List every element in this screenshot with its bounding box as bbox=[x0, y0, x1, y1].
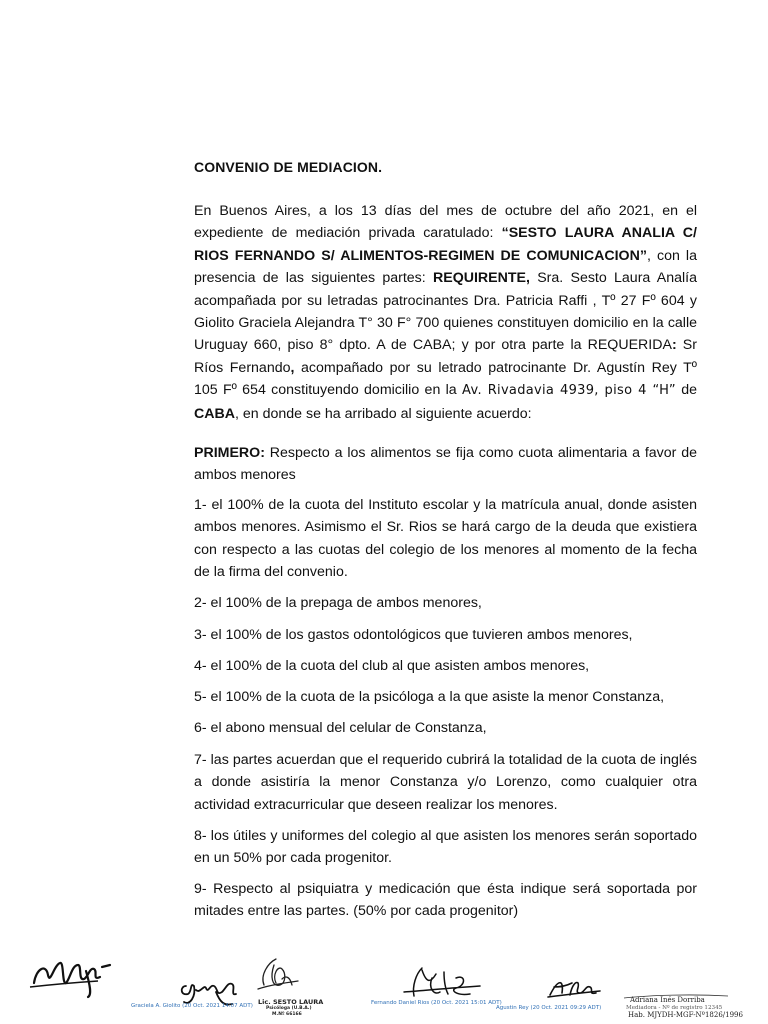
item-7: 7- las partes acuerdan que el requerido cubrirá la totalidad de la cuota de inglés a donde asistiría la menor Constanza y/o Lorenzo, como cualquier otra actividad extracurricular que deseen realizar los menores. bbox=[194, 752, 697, 813]
stamp-6-line-3: Hab. MJYDH-MGF-Nº1826/1996 bbox=[628, 1011, 743, 1019]
signature-5-caption: Agustin Rey (20 Oct. 2021 09:29 ADT) bbox=[496, 1005, 602, 1011]
primero-text: Respecto a los alimentos se fija como cuota alimentaria a favor de ambos menores bbox=[194, 445, 697, 484]
document-title: CONVENIO DE MEDIACION. bbox=[194, 159, 383, 175]
stamp-3-line-1: Lic. SESTO LAURA bbox=[258, 998, 324, 1006]
requerida-comma: , bbox=[290, 359, 295, 376]
item-6: 6- el abono mensual del celular de Constanza, bbox=[194, 720, 487, 736]
requerida-colon: : bbox=[671, 337, 677, 354]
item-5: 5- el 100% de la cuota de la psicóloga a la que asiste la menor Constanza, bbox=[194, 689, 665, 705]
stamp-6-line-1: Adriana Inés Dorriba bbox=[630, 996, 705, 1004]
item-8: 8- los útiles y uniformes del colegio al que asisten los menores serán soportado en un 50% por cada progenitor. bbox=[194, 828, 697, 867]
stamp-6-line-2: Mediadora - Nº de registro 12345 bbox=[626, 1005, 723, 1011]
stamp-3-line-3: M.Nº 66166 bbox=[272, 1012, 302, 1017]
address-text: Av. Rivadavia 4939, piso 4 “H” bbox=[462, 383, 676, 399]
intro-text-3: Sra. Sesto Laura Analía acompañada por su letradas patrocinantes Dra. Patricia Raffi , Tº 27 Fº 604 y Giolito Graciela Alejandra T° 30 F° 700 quienes constituyen domicilio en la calle Uruguay 660, piso 8° dpto. A de CABA; y por otra parte la REQUERIDA bbox=[194, 270, 698, 354]
stamp-3-line-2: Psicóloga (U.B.A.) bbox=[266, 1006, 312, 1011]
intro-text-4: Sr Ríos Fernando bbox=[194, 337, 697, 376]
intro-text-7: , en donde se ha arribado al siguiente acuerdo: bbox=[234, 405, 532, 422]
intro-text-5: acompañado por su letrado patrocinante Dr. Agustín Rey Tº 105 Fº 654 constituyendo domicilio en la bbox=[194, 359, 697, 399]
caba-text: CABA bbox=[194, 405, 235, 422]
intro-text-2: , con la presencia de las siguientes partes: bbox=[194, 247, 697, 287]
item-2: 2- el 100% de la prepaga de ambos menores, bbox=[194, 595, 482, 611]
requirente-label: REQUIRENTE, bbox=[432, 270, 530, 287]
signature-2-caption: Graciela A. Giolito (20 Oct. 2021 14:07 ADT) bbox=[131, 1003, 253, 1009]
intro-paragraph bbox=[194, 200, 697, 425]
item-9: 9- Respecto al psiquiatra y medicación que ésta indique será soportada por mitades entre las partes. (50% por cada progenitor) bbox=[194, 881, 697, 920]
primero-label: PRIMERO: bbox=[194, 445, 265, 461]
signature-5 bbox=[544, 975, 604, 1003]
item-3: 3- el 100% de los gastos odontológicos que tuvieren ambos menores, bbox=[194, 627, 633, 643]
case-title: “SESTO LAURA ANALIA C/ RIOS FERNANDO S/ ALIMENTOS-REGIMEN DE COMUNICACION” bbox=[194, 225, 697, 264]
signature-1 bbox=[28, 955, 118, 1000]
item-1: 1- el 100% de la cuota del Instituto escolar y la matrícula anual, donde asisten ambos menores. Asimismo el Sr. Rios se hará cargo de la deuda que existiera con respecto a las cuotas del colegio de los menores al momento de la fecha de la firma del convenio. bbox=[194, 497, 697, 581]
signature-3 bbox=[252, 955, 302, 997]
item-4: 4- el 100% de la cuota del club al que asisten ambos menores, bbox=[194, 658, 590, 674]
signature-4-caption: Fernando Daniel Rios (20 Oct. 2021 15:01 ADT) bbox=[371, 1000, 502, 1006]
signature-4 bbox=[400, 962, 490, 1004]
intro-text-1: En Buenos Aires, a los 13 días del mes de octubre del año 2021, en el expediente de mediación privada caratulado: bbox=[194, 203, 697, 242]
intro-text-6: de bbox=[675, 382, 697, 399]
clause-primero bbox=[194, 442, 697, 487]
